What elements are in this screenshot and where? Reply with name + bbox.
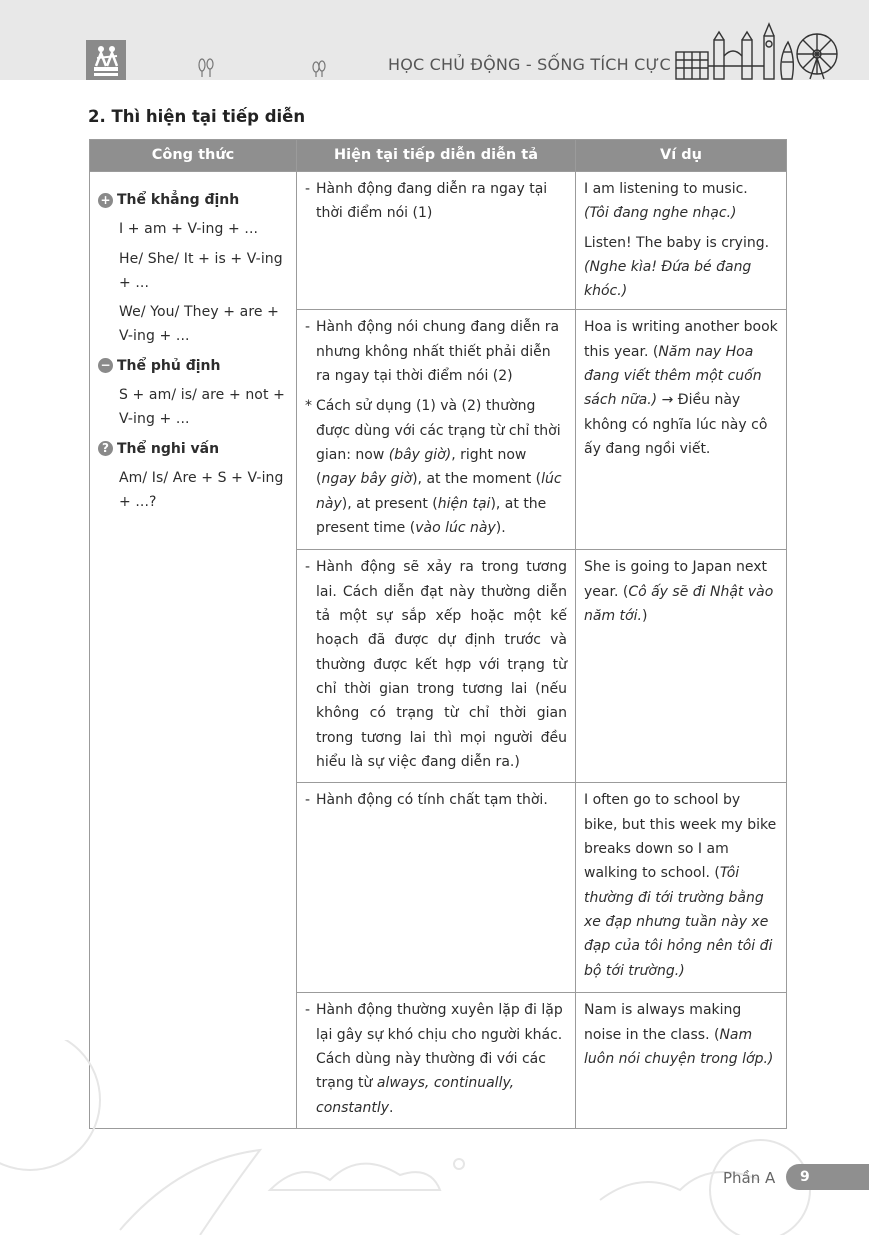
usage-cell: - Hành động có tính chất tạm thời.: [297, 783, 576, 993]
grammar-table: [89, 139, 787, 1129]
usage-text: Hành động có tính chất tạm thời.: [316, 792, 548, 809]
example-sentence: I am listening to music.: [584, 181, 748, 197]
formula-line: S + am/ is/ are + not + V-ing + ...: [119, 387, 285, 428]
example-sentence: Listen! The baby is crying.: [584, 234, 770, 251]
usage-cell: - Hành động thường xuyên lặp đi lặp lại gây sự khó chịu cho người khác. Cách dùng này thường đi với các trạng từ always, continually, constantly.: [297, 993, 576, 1129]
tree-decoration-icon: [198, 58, 214, 82]
family-logo-icon: [86, 40, 126, 80]
negative-heading: − Thể phủ định: [98, 354, 290, 378]
plus-circle-icon: +: [98, 193, 113, 208]
page-tab: [786, 1164, 869, 1190]
example-note: → Điều này không có nghĩa lúc này cô ấy đang ngồi viết.: [584, 392, 768, 457]
table-header-row: [90, 140, 787, 172]
column-header-example: Ví dụ: [576, 140, 787, 172]
background-decoration: [0, 1040, 869, 1239]
affirmative-heading: + Thể khẳng định: [98, 188, 290, 212]
minus-circle-icon: −: [98, 358, 113, 373]
formula-line: I + am + V-ing + ...: [119, 221, 259, 238]
column-header-formula: Công thức: [90, 140, 297, 172]
interrogative-heading: ? Thể nghi vấn: [98, 437, 290, 461]
usage-cell: - Hành động nói chung đang diễn ra nhưng không nhất thiết phải diễn ra ngay tại thời điểm nói (2) * Cách sử dụng (1) và (2) thường được dùng với các trạng từ chỉ thời gian: now (bây giờ), right now (ngay bây giờ), at the moment (lúc này), at present (hiện tại), at the present time (vào lúc này).: [297, 310, 576, 550]
formula-line: Am/ Is/ Are + S + V-ing + ...?: [119, 469, 284, 511]
usage-text: Hành động sẽ xảy ra trong tương lai. Cách diễn đạt này thường diễn tả một sự sắp xếp hoặc một kế hoạch đã được dự định trước và thường được kết hợp với trạng từ chỉ thời gian trong tương lai (nếu không có trạng từ chỉ thời gian trong tương lai thì mọi người đều hiểu là sự việc đang diễn ra.): [316, 559, 567, 770]
london-skyline-icon: [672, 22, 844, 84]
example-translation: Cô ấy sẽ đi Nhật vào năm tới.: [584, 583, 774, 625]
tree-decoration-icon: [312, 58, 326, 82]
usage-cell: - Hành động sẽ xảy ra trong tương lai. Cách diễn đạt này thường diễn tả một sự sắp xếp hoặc một kế hoạch đã được dự định trước và thường được kết hợp với trạng từ chỉ thời gian trong tương lai (nếu không có trạng từ chỉ thời gian trong tương lai thì mọi người đều hiểu là sự việc đang diễn ra.): [297, 550, 576, 783]
table-row: [90, 172, 787, 310]
usage-text: Hành động nói chung đang diễn ra nhưng không nhất thiết phải diễn ra ngay tại thời điểm nói (2): [316, 319, 560, 385]
usage-text: Hành động đang diễn ra ngay tại thời điểm nói (1): [316, 181, 548, 222]
formula-cell: [90, 172, 297, 1129]
example-cell: [576, 783, 787, 993]
example-sentence: Nam is always making noise in the class. (: [584, 1002, 742, 1043]
example-cell: She is going to Japan next year. (Cô ấy sẽ đi Nhật vào năm tới.): [576, 550, 787, 783]
column-header-usage: Hiện tại tiếp diễn diễn tả: [297, 140, 576, 172]
example-cell: [576, 310, 787, 550]
usage-text: Hành động thường xuyên lặp đi lặp lại gây sự khó chịu cho người khác. Cách dùng này thường đi với các trạng từ always, continually, constantly.: [316, 1002, 563, 1116]
example-sentence: Hoa is writing another book this year. (: [584, 319, 778, 360]
page-number: 9: [800, 1169, 810, 1185]
example-translation: (Nghe kìa! Đứa bé đang khóc.): [584, 258, 752, 300]
example-cell: [576, 172, 787, 310]
formula-line: We/ You/ They + are + V-ing + ...: [119, 304, 279, 345]
example-translation: Tôi thường đi tới trường bằng xe đạp nhưng tuần này xe đạp của tôi hỏng nên tôi đi bộ tới trường.): [584, 865, 773, 979]
header-title: HỌC CHỦ ĐỘNG - SỐNG TÍCH CỰC: [388, 55, 671, 74]
example-sentence: I often go to school by bike, but this week my bike breaks down so I am walking to school. (: [584, 792, 777, 882]
example-translation: (Tôi đang nghe nhạc.): [584, 205, 737, 222]
formula-line: He/ She/ It + is + V-ing + ...: [119, 250, 283, 291]
example-translation: Nam luôn nói chuyện trong lớp.): [584, 1026, 774, 1068]
section-title: 2. Thì hiện tại tiếp diễn: [88, 107, 306, 126]
example-translation: Năm nay Hoa đang viết thêm một cuốn sách nữa.): [584, 343, 762, 409]
question-circle-icon: ?: [98, 441, 113, 456]
usage-note: Cách sử dụng (1) và (2) thường được dùng với các trạng từ chỉ thời gian: now (bây giờ), right now (ngay bây giờ), at the moment (lúc này), at present (hiện tại), at the present time (vào lúc này).: [316, 398, 562, 536]
example-sentence: She is going to Japan next year. (: [584, 559, 768, 600]
footer-section-label: Phần A: [723, 1169, 776, 1187]
usage-cell: - Hành động đang diễn ra ngay tại thời điểm nói (1): [297, 172, 576, 310]
